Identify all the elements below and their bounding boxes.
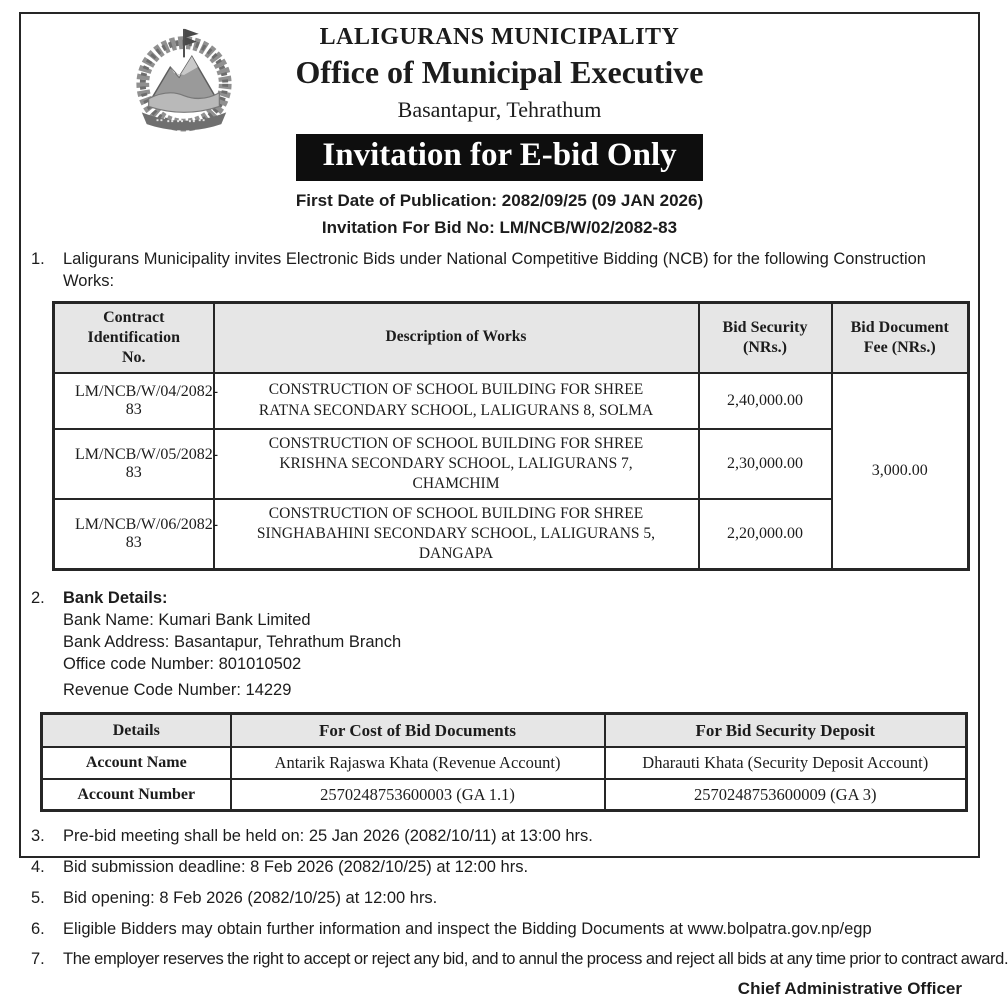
- note-text: Pre-bid meeting shall be held on: 25 Jan 2026 (2082/10/11) at 13:00 hrs.: [63, 827, 593, 846]
- note-text: Bid opening: 8 Feb 2026 (2082/10/25) at 12:00 hrs.: [63, 888, 438, 907]
- revenue-account-number: 2570248753600003 (GA 1.1): [231, 779, 605, 811]
- contract-id: LM/NCB/W/04/2082-83: [54, 373, 214, 429]
- col-header-bid-security-deposit: For Bid Security Deposit: [605, 714, 967, 747]
- note-text: Eligible Bidders may obtain further information and inspect the Bidding Documents at www.bolpatra.gov.np/egp: [63, 919, 872, 938]
- office-address: Basantapur, Tehrathum: [397, 97, 602, 122]
- col-header-bid-security: Bid Security (NRs.): [699, 302, 832, 373]
- item-number: 4.: [31, 858, 45, 877]
- works-table-header-row: [54, 302, 969, 373]
- contract-id: LM/NCB/W/05/2082-83: [54, 429, 214, 499]
- notes-list: [21, 825, 1008, 970]
- table-row: [54, 373, 969, 429]
- intro-text: Laligurans Municipality invites Electronic Bids under National Competitive Bidding (NCB) for the following Construction Works:: [63, 250, 926, 291]
- item-number: 6.: [31, 919, 45, 938]
- account-name-label: Account Name: [42, 747, 231, 779]
- revenue-account-name: Antarik Rajaswa Khata (Revenue Account): [231, 747, 605, 779]
- accounts-table-header-row: [42, 714, 967, 747]
- item-number: 3.: [31, 827, 45, 846]
- col-header-cost-of-bid-documents: For Cost of Bid Documents: [231, 714, 605, 747]
- col-header-details: Details: [42, 714, 231, 747]
- municipality-name: LALIGURANS MUNICIPALITY: [319, 24, 680, 50]
- deposit-account-number: 2570248753600009 (GA 3): [605, 779, 967, 811]
- table-row: [42, 779, 967, 811]
- col-header-description: Description of Works: [214, 302, 699, 373]
- intro-item: [21, 248, 978, 293]
- table-row: [42, 747, 967, 779]
- signature-title: Chief Administrative Officer: [737, 979, 962, 999]
- item-number: 5.: [31, 888, 45, 907]
- municipality-emblem-logo: [125, 24, 243, 130]
- note-employer-rights: [21, 948, 1008, 970]
- revenue-code-line: Revenue Code Number: 14229: [63, 681, 292, 700]
- col-header-document-fee: Bid Document Fee (NRs.): [832, 302, 969, 373]
- table-row: [54, 429, 969, 499]
- shared-document-fee: 3,000.00: [832, 373, 969, 570]
- bid-security-amount: 2,20,000.00: [699, 499, 832, 570]
- item-number: 2.: [31, 589, 45, 608]
- account-number-label: Account Number: [42, 779, 231, 811]
- works-table: [52, 301, 970, 572]
- bank-details-heading: Bank Details:: [63, 589, 168, 608]
- work-description: CONSTRUCTION OF SCHOOL BUILDING FOR SHREE SINGHABAHINI SECONDARY SCHOOL, LALIGURANS 5, DANGAPA: [214, 499, 699, 570]
- note-bidding-documents-url: [21, 918, 978, 940]
- note-prebid-meeting: [21, 825, 978, 847]
- notice-title-banner: Invitation for E-bid Only: [296, 134, 702, 181]
- invitation-bid-no-line: Invitation For Bid No: LM/NCB/W/02/2082-83: [321, 218, 678, 237]
- note-text: The employer reserves the right to accept or reject any bid, and to annul the process and reject all bids at any time prior to contract award.: [63, 950, 1008, 969]
- bid-security-amount: 2,40,000.00: [699, 373, 832, 429]
- bid-security-amount: 2,30,000.00: [699, 429, 832, 499]
- office-name: Office of Municipal Executive: [295, 54, 704, 90]
- document-header: [21, 14, 978, 238]
- bank-details-section: [21, 587, 978, 701]
- deposit-account-name: Dharauti Khata (Security Deposit Account): [605, 747, 967, 779]
- table-row: [54, 499, 969, 570]
- item-number: 1.: [31, 250, 45, 268]
- note-text: Bid submission deadline: 8 Feb 2026 (2082/10/25) at 12:00 hrs.: [63, 858, 529, 877]
- notice-document: [19, 12, 1008, 999]
- note-bid-opening: [21, 887, 978, 909]
- note-submission-deadline: [21, 856, 978, 878]
- office-code-line: Office code Number: 801010502: [63, 655, 302, 674]
- publication-date-line: First Date of Publication: 2082/09/25 (09 JAN 2026): [295, 191, 704, 210]
- col-header-contract-id: Contract Identification No.: [54, 302, 214, 373]
- accounts-table: [40, 712, 968, 812]
- bank-address-line: Bank Address: Basantapur, Tehrathum Branch: [63, 633, 402, 652]
- item-number: 7.: [31, 950, 45, 969]
- contract-id: LM/NCB/W/06/2082-83: [54, 499, 214, 570]
- bank-name-line: Bank Name: Kumari Bank Limited: [63, 611, 311, 630]
- work-description: CONSTRUCTION OF SCHOOL BUILDING FOR SHREE KRISHNA SECONDARY SCHOOL, LALIGURANS 7, CHAMCHIM: [214, 429, 699, 499]
- bank-details-lines: [63, 587, 401, 701]
- work-description: CONSTRUCTION OF SCHOOL BUILDING FOR SHREE RATNA SECONDARY SCHOOL, LALIGURANS 8, SOLMA: [214, 373, 699, 429]
